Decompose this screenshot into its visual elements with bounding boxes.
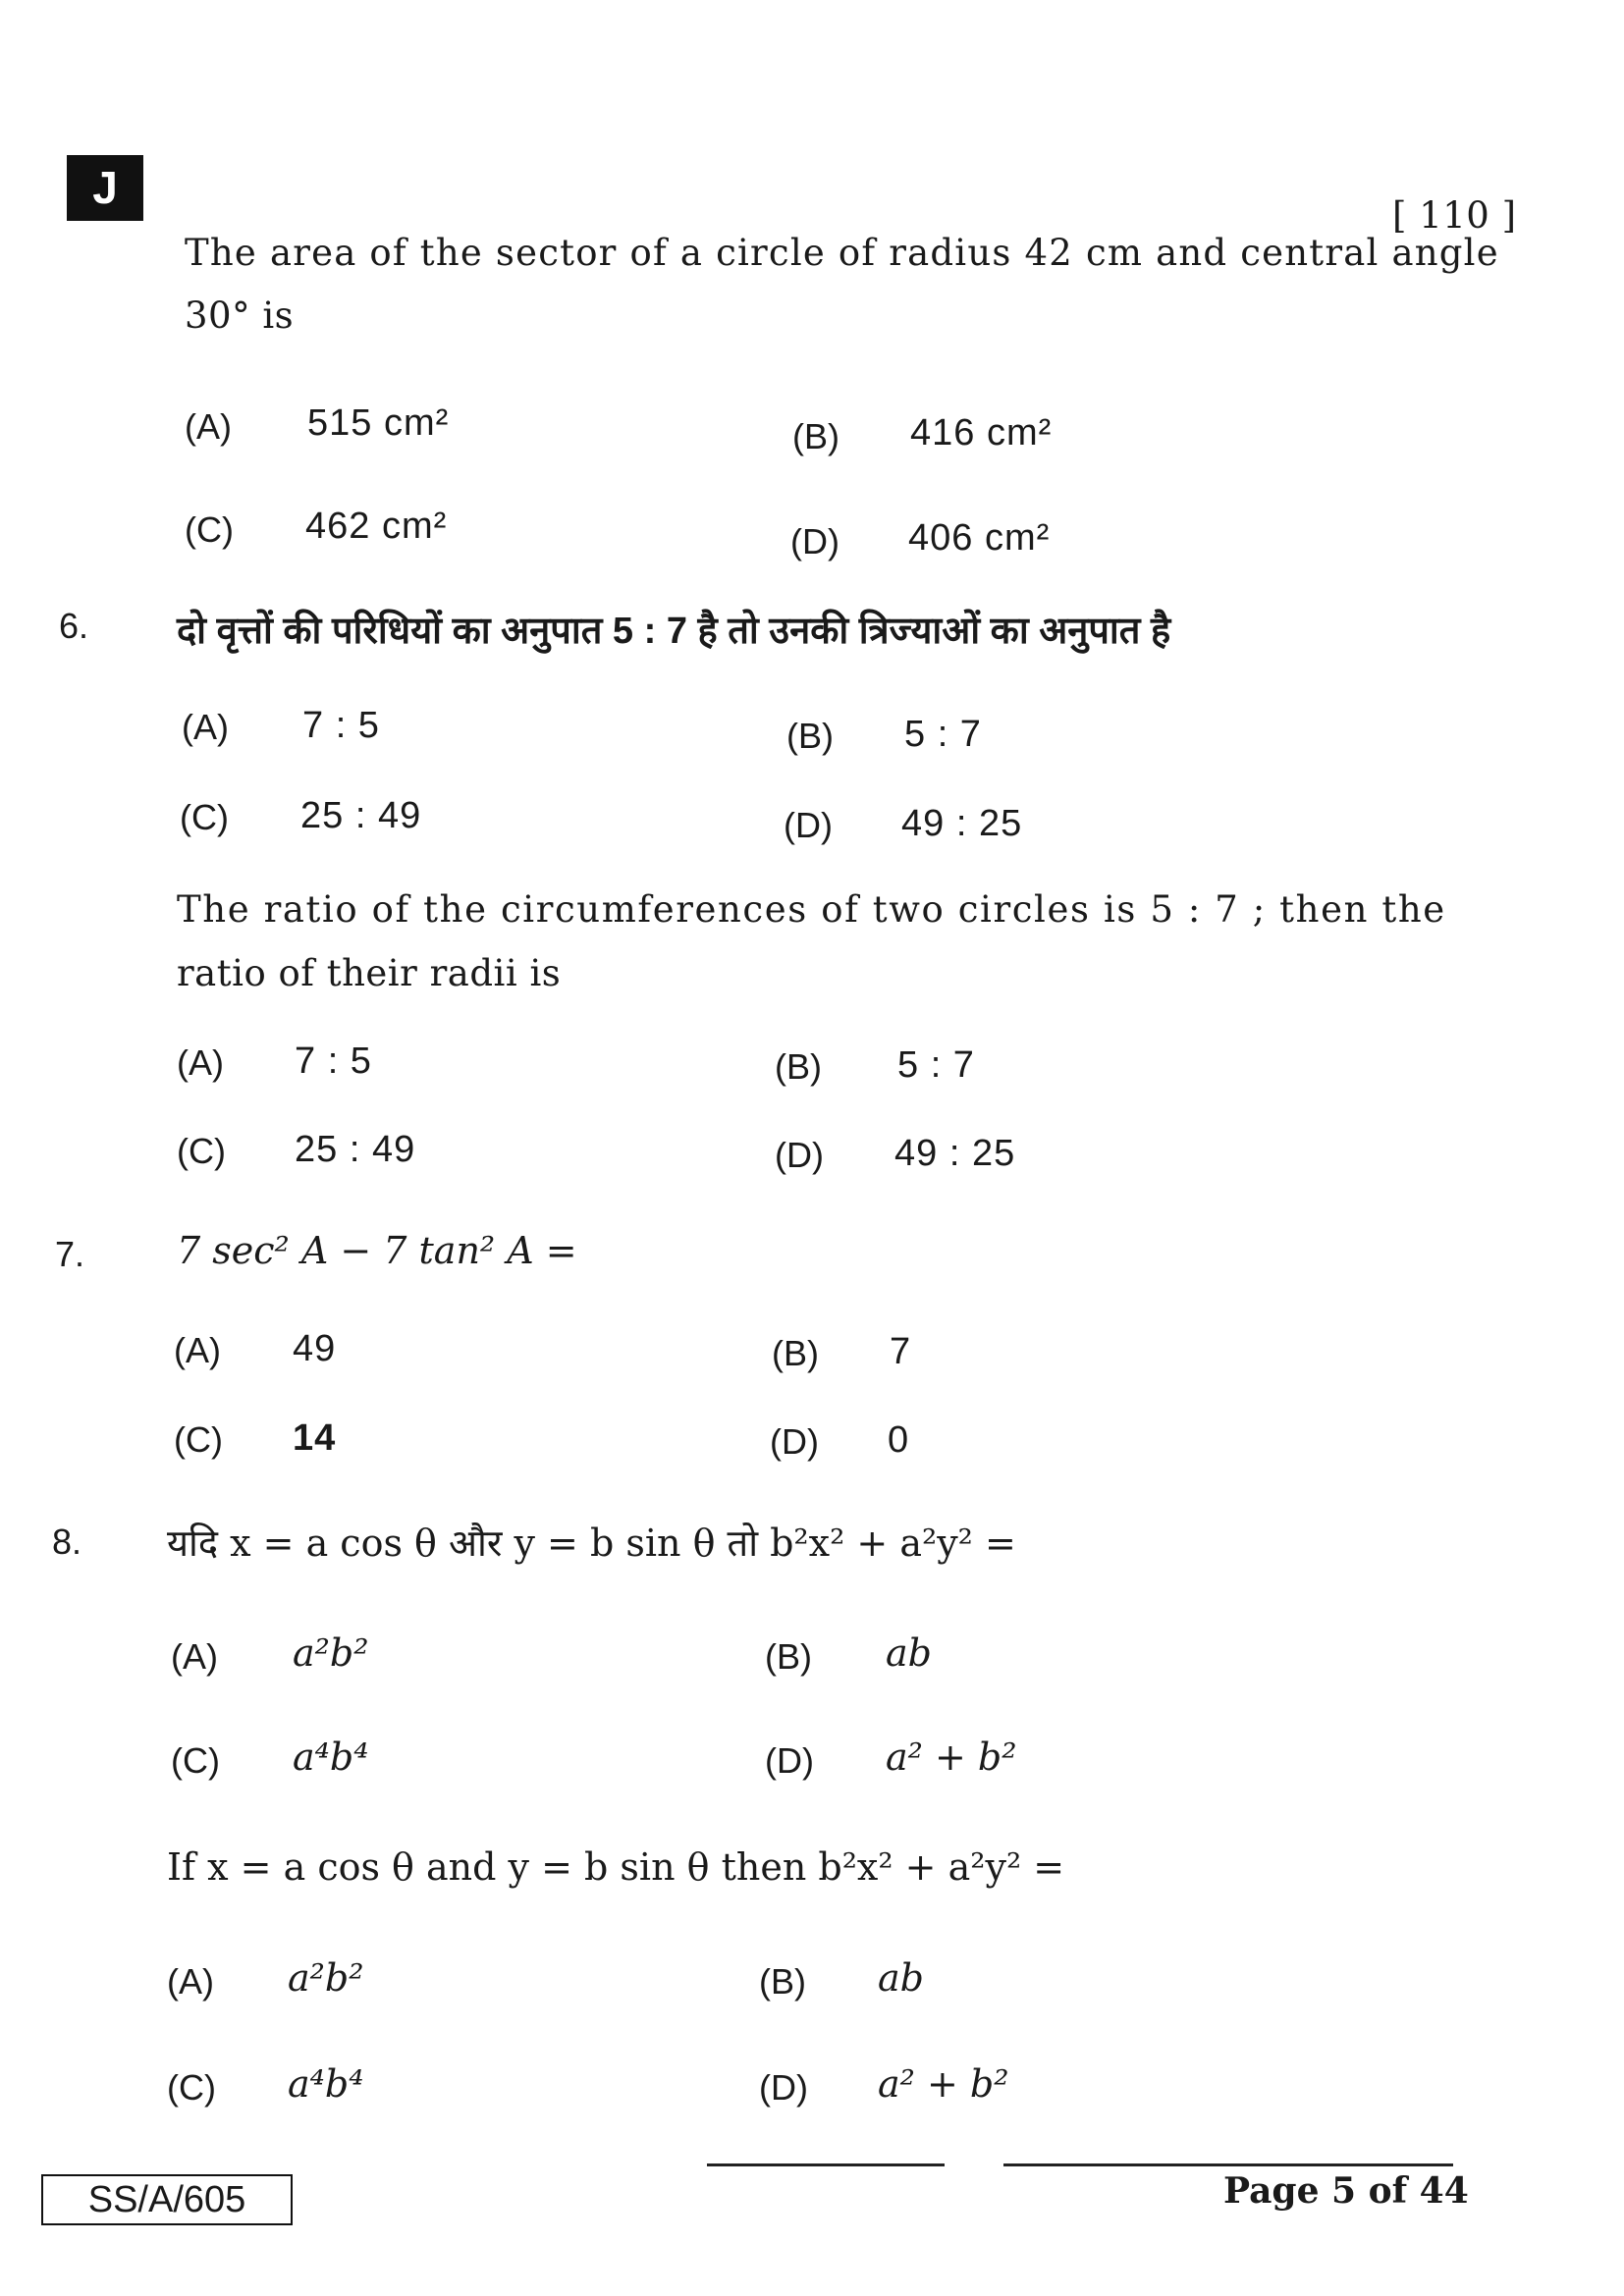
q8-hi-option-a-value: a²b² bbox=[293, 1631, 369, 1675]
marks-label: [ 110 ] bbox=[1392, 194, 1517, 237]
q6-en-option-d-value: 49 : 25 bbox=[894, 1133, 1016, 1174]
q8-hindi-text: यदि x = a cos θ और y = b sin θ तो b²x² + a²y² = bbox=[167, 1522, 1016, 1565]
q8-hi-option-a-label: (A) bbox=[171, 1636, 218, 1677]
q8-en-option-c-label: (C) bbox=[167, 2067, 216, 2108]
q5-option-b-value: 416 cm² bbox=[910, 412, 1053, 454]
q6-en-option-c-label: (C) bbox=[177, 1131, 226, 1171]
q7-option-a-label: (A) bbox=[174, 1330, 221, 1370]
page-number: Page 5 of 44 bbox=[1223, 2170, 1469, 2212]
q6-hi-option-a-value: 7 : 5 bbox=[302, 705, 380, 746]
q7-option-b-label: (B) bbox=[772, 1333, 819, 1373]
q8-hi-option-c-value: a⁴b⁴ bbox=[293, 1735, 369, 1779]
paper-code-box: SS/A/605 bbox=[41, 2174, 293, 2225]
q5-option-c-label: (C) bbox=[185, 509, 234, 550]
q6-en-option-a-label: (A) bbox=[177, 1042, 224, 1083]
q8-hi-option-b-label: (B) bbox=[765, 1636, 812, 1677]
q7-option-c-value: 14 bbox=[293, 1417, 337, 1459]
q7-number: 7. bbox=[55, 1234, 85, 1274]
q6-english-line2: ratio of their radii is bbox=[177, 952, 562, 994]
q6-hi-option-a-label: (A) bbox=[182, 707, 229, 747]
q5-option-a-value: 515 cm² bbox=[307, 402, 450, 444]
q6-en-option-a-value: 7 : 5 bbox=[295, 1041, 372, 1082]
q7-option-b-value: 7 bbox=[890, 1331, 912, 1372]
q8-hi-option-d-label: (D) bbox=[765, 1740, 814, 1781]
q7-text: 7 sec² A − 7 tan² A = bbox=[177, 1229, 577, 1272]
footer-rule-right bbox=[1003, 2163, 1453, 2166]
q8-english-text: If x = a cos θ and y = b sin θ then b²x² + a²y² = bbox=[167, 1845, 1065, 1889]
q6-en-option-d-label: (D) bbox=[775, 1135, 824, 1175]
q8-en-option-d-value: a² + b² bbox=[878, 2062, 1009, 2106]
q5-option-b-label: (B) bbox=[792, 416, 839, 456]
q8-hi-option-c-label: (C) bbox=[171, 1740, 220, 1781]
q8-en-option-a-value: a²b² bbox=[288, 1956, 364, 2000]
q6-english-line1: The ratio of the circumferences of two circles is 5 : 7 ; then the bbox=[177, 888, 1446, 931]
q6-en-option-b-label: (B) bbox=[775, 1046, 822, 1087]
q6-en-option-c-value: 25 : 49 bbox=[295, 1129, 416, 1170]
q5-option-d-value: 406 cm² bbox=[908, 517, 1051, 559]
q6-en-option-b-value: 5 : 7 bbox=[897, 1044, 975, 1086]
q6-hi-option-b-label: (B) bbox=[786, 716, 834, 756]
q6-number: 6. bbox=[59, 606, 89, 646]
q5-option-a-label: (A) bbox=[185, 406, 232, 447]
q5-option-c-value: 462 cm² bbox=[305, 506, 448, 547]
q8-en-option-c-value: a⁴b⁴ bbox=[288, 2062, 364, 2106]
q8-hi-option-b-value: ab bbox=[886, 1631, 932, 1675]
footer-rule-left bbox=[707, 2163, 945, 2166]
q7-option-a-value: 49 bbox=[293, 1328, 337, 1369]
q6-hi-option-d-label: (D) bbox=[784, 805, 833, 845]
set-code-badge: J bbox=[67, 155, 143, 221]
q8-en-option-b-label: (B) bbox=[759, 1961, 806, 2002]
q8-hi-option-d-value: a² + b² bbox=[886, 1735, 1017, 1779]
q6-hi-option-c-label: (C) bbox=[180, 797, 229, 837]
q5-text-line2: 30° is bbox=[185, 294, 295, 337]
q8-number: 8. bbox=[52, 1522, 82, 1562]
q8-en-option-b-value: ab bbox=[878, 1956, 924, 2000]
q8-en-option-d-label: (D) bbox=[759, 2067, 808, 2108]
q7-option-d-label: (D) bbox=[770, 1421, 819, 1462]
q6-hi-option-d-value: 49 : 25 bbox=[901, 803, 1023, 844]
q7-option-d-value: 0 bbox=[888, 1419, 910, 1461]
q5-option-d-label: (D) bbox=[790, 521, 839, 561]
q5-text-line1: The area of the sector of a circle of radius 42 cm and central angle bbox=[185, 232, 1499, 274]
q6-hindi-text: दो वृत्तों की परिधियों का अनुपात 5 : 7 है तो उनकी त्रिज्याओं का अनुपात है bbox=[177, 611, 1171, 652]
q6-hi-option-b-value: 5 : 7 bbox=[904, 714, 982, 755]
q6-hi-option-c-value: 25 : 49 bbox=[300, 795, 422, 836]
q7-option-c-label: (C) bbox=[174, 1419, 223, 1460]
q8-en-option-a-label: (A) bbox=[167, 1961, 214, 2002]
